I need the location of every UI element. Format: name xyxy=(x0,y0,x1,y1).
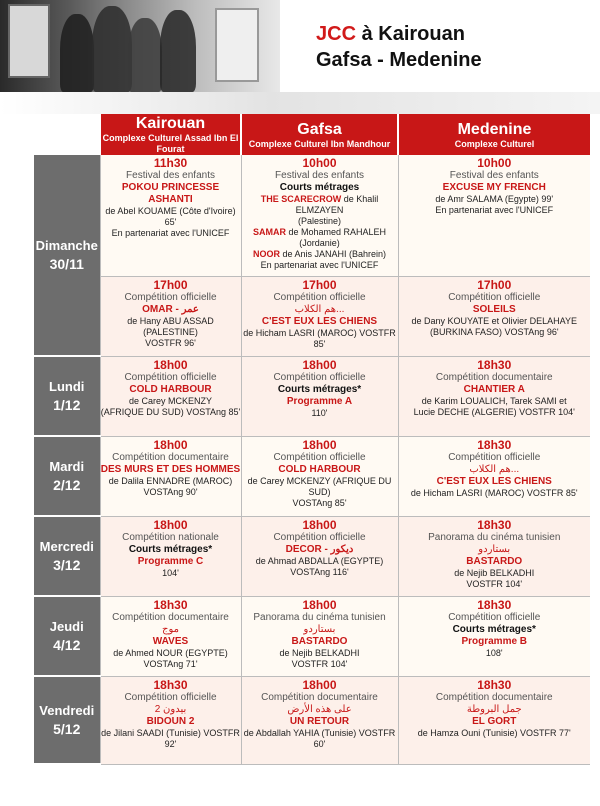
day-name: Dimanche xyxy=(35,238,98,253)
jcc-label: JCC xyxy=(316,23,357,45)
day-label xyxy=(34,516,100,596)
screening-info: de Ahmed NOUR (EGYPTE) xyxy=(113,647,228,658)
screening-category: Compétition officielle xyxy=(448,291,541,303)
day-label xyxy=(34,596,100,676)
film-title: BASTARDO xyxy=(466,555,523,567)
screening-info: de Ahmad ABDALLA (EGYPTE) xyxy=(255,555,384,566)
film-title: POKOU PRINCESSE ASHANTI xyxy=(121,182,220,205)
film-title: COLD HARBOUR xyxy=(129,383,212,395)
short-film-line xyxy=(242,194,398,216)
arabic-title: هم الكلاب... xyxy=(469,463,520,475)
header xyxy=(0,0,600,92)
day-row xyxy=(34,596,590,676)
screening-info: de Hany ABU ASSAD (PALESTINE) xyxy=(127,315,214,337)
screening-time: 17h00 xyxy=(153,277,188,292)
screening-cell xyxy=(398,356,590,436)
city-medenine: Medenine Complexe Culturel xyxy=(398,114,590,155)
screening-time: 18h00 xyxy=(302,437,337,452)
film-title: C'EST EUX LES CHIENS xyxy=(436,475,552,487)
screening-category: Compétition officielle xyxy=(448,611,541,623)
film-title: Programme C xyxy=(137,555,204,567)
screening-time: 18h00 xyxy=(153,437,188,452)
screening-info: (BURKINA FASO) VOSTAng 96' xyxy=(429,326,559,337)
program-label: Courts métrages* xyxy=(128,543,213,555)
arabic-title: هم الكلاب... xyxy=(294,303,345,315)
film-title: Programme B xyxy=(461,635,528,647)
program-label: Courts métrages* xyxy=(452,623,536,635)
day-row xyxy=(34,436,590,516)
screening-info: 108' xyxy=(485,647,503,658)
screening-time: 18h30 xyxy=(153,597,188,612)
screening-info: de Abdallah YAHIA (Tunisie) VOSTFR 60' xyxy=(243,727,396,749)
city-header-row xyxy=(34,114,590,155)
screening-time: 18h00 xyxy=(302,357,337,372)
arabic-title: موج xyxy=(162,623,179,635)
page-title xyxy=(316,22,586,46)
day-row xyxy=(34,276,590,356)
screening-info: de Hicham LASRI (MAROC) VOSTFR 85' xyxy=(410,487,578,498)
screening-time: 18h30 xyxy=(153,677,188,692)
short-film-director: de Khalil ELMZAYEN xyxy=(295,194,379,215)
screening-info: VOSTFR 104' xyxy=(291,658,348,669)
screening-info: (AFRIQUE DU SUD) VOSTAng 85' xyxy=(100,406,241,417)
film-title: DES MURS ET DES HOMMES xyxy=(100,463,241,475)
screening-cell xyxy=(100,596,241,676)
screening-cell xyxy=(398,676,590,764)
screening-info: VOSTFR 104' xyxy=(466,578,523,589)
day-date: 1/12 xyxy=(53,397,81,413)
screening-cell xyxy=(100,356,241,436)
screening-cell xyxy=(241,516,398,596)
program-label: Courts métrages xyxy=(279,182,360,193)
arabic-title: بيدون 2 xyxy=(154,703,187,715)
screening-cell xyxy=(241,676,398,764)
screening-time: 18h30 xyxy=(477,677,512,692)
day-name: Mardi xyxy=(49,459,85,474)
short-film-line xyxy=(242,249,398,260)
screening-cell xyxy=(241,276,398,356)
screening-category: Compétition officielle xyxy=(273,291,366,303)
screening-category: Compétition officielle xyxy=(273,531,366,543)
screening-info: VOSTFR 96' xyxy=(145,337,196,348)
day-label xyxy=(34,356,100,436)
screening-info: de Jilani SAADI (Tunisie) VOSTFR 92' xyxy=(101,727,240,749)
day-date: 30/11 xyxy=(49,256,84,272)
screening-info: de Abel KOUAME (Côte d'Ivoire) 65' xyxy=(105,206,236,227)
day-name: Mercredi xyxy=(39,539,94,554)
short-film-line xyxy=(242,227,398,249)
day-row xyxy=(34,356,590,436)
short-film-director: de Mohamed RAHALEH (Jordanie) xyxy=(285,227,387,248)
corner-cell xyxy=(34,114,100,155)
screening-time: 18h30 xyxy=(477,437,512,452)
screening-info: de Hicham LASRI (MAROC) VOSTFR 85' xyxy=(243,327,396,349)
title-block xyxy=(316,22,586,72)
day-date: 4/12 xyxy=(53,637,81,653)
screening-category: Compétition documentaire xyxy=(112,611,229,623)
day-label xyxy=(34,155,100,356)
screening-time: 18h30 xyxy=(477,597,512,612)
short-film-title: SAMAR xyxy=(252,227,286,237)
film-title: WAVES xyxy=(152,635,189,647)
film-title: OMAR - عمر xyxy=(142,303,199,315)
screening-info: de Dany KOUYATE et Olivier DELAHAYE xyxy=(411,315,578,326)
day-date: 2/12 xyxy=(53,477,81,493)
screening-category: Festival des enfants xyxy=(449,170,539,181)
film-title: COLD HARBOUR xyxy=(278,463,361,475)
screening-time: 18h30 xyxy=(477,357,512,372)
film-title: BIDOUN 2 xyxy=(146,715,195,727)
screening-cell xyxy=(398,596,590,676)
day-date: 5/12 xyxy=(53,721,81,737)
schedule-body xyxy=(34,155,590,764)
screening-time: 18h00 xyxy=(153,517,188,532)
schedule-table xyxy=(34,114,590,765)
screening-cell xyxy=(398,436,590,516)
day-row xyxy=(34,516,590,596)
day-date: 3/12 xyxy=(53,557,81,573)
screening-category: Compétition officielle xyxy=(273,371,366,383)
screening-category: Compétition officielle xyxy=(448,451,541,463)
arabic-title: بستاردو xyxy=(478,543,511,555)
city-kairouan: Kairouan Complexe Culturel Assad Ibn El Fourat xyxy=(100,114,241,155)
screening-category: Compétition officielle xyxy=(124,371,217,383)
screening-info: Lucie DECHE (ALGERIE) VOSTFR 104' xyxy=(413,406,575,417)
screening-cell xyxy=(241,596,398,676)
screening-info: VOSTAng 85' xyxy=(292,497,347,508)
day-label xyxy=(34,436,100,516)
screening-cell xyxy=(100,276,241,356)
day-row xyxy=(34,155,590,276)
screening-info: VOSTAng 71' xyxy=(143,658,198,669)
screening-category: Panorama du cinéma tunisien xyxy=(253,611,386,623)
day-row xyxy=(34,676,590,764)
screening-info: 104' xyxy=(162,567,179,578)
screening-category: Compétition documentaire xyxy=(261,691,378,703)
screening-category: Panorama du cinéma tunisien xyxy=(428,531,561,543)
screening-cell xyxy=(241,155,398,276)
screening-cell xyxy=(241,356,398,436)
screening-info: de Hamza Ouni (Tunisie) VOSTFR 77' xyxy=(417,727,571,738)
title-rest: à Kairouan xyxy=(356,23,465,45)
film-title: BASTARDO xyxy=(291,635,348,647)
screening-info: de Dalila ENNADRE (MAROC) xyxy=(108,475,233,486)
screening-cell xyxy=(241,436,398,516)
screening-cell xyxy=(398,276,590,356)
film-title: EL GORT xyxy=(472,715,517,727)
day-label xyxy=(34,676,100,764)
screening-time: 18h00 xyxy=(302,517,337,532)
screening-info: de Carey MCKENZY (AFRIQUE DU SUD) xyxy=(247,475,392,497)
screening-cell xyxy=(100,676,241,764)
screening-time: 18h00 xyxy=(153,357,188,372)
film-title: CHANTIER A xyxy=(463,383,525,395)
screening-category: Compétition officielle xyxy=(124,291,217,303)
day-name: Vendredi xyxy=(39,703,95,718)
screening-category: Compétition documentaire xyxy=(435,371,553,383)
short-film-country: (Palestine) xyxy=(297,216,342,226)
screening-time: 18h00 xyxy=(302,597,337,612)
short-film-title: THE SCARECROW xyxy=(260,194,342,204)
city-gafsa: Gafsa Complexe Culturel Ibn Mandhour xyxy=(241,114,398,155)
screening-category: Compétition nationale xyxy=(122,531,219,543)
screening-cell xyxy=(100,436,241,516)
film-title: EXCUSE MY FRENCH xyxy=(442,182,546,193)
screening-info: de Karim LOUALICH, Tarek SAMI et xyxy=(421,395,567,406)
screening-category: Festival des enfants xyxy=(126,170,215,181)
program-label: Courts métrages* xyxy=(277,383,362,395)
screening-info: de Nejib BELKADHI xyxy=(454,567,535,578)
screening-info: de Carey MCKENZY xyxy=(128,395,213,406)
screening-info: VOSTAng 116' xyxy=(290,566,349,577)
screening-info: VOSTAng 90' xyxy=(143,486,198,497)
screening-time: 10h00 xyxy=(302,156,337,170)
screening-category: Compétition officielle xyxy=(273,451,366,463)
screening-time: 10h00 xyxy=(477,156,512,170)
screening-info: 110' xyxy=(311,407,328,418)
header-photo xyxy=(0,0,280,92)
screening-info: En partenariat avec l'UNICEF xyxy=(111,228,230,238)
short-film-title: NOOR xyxy=(252,249,280,259)
screening-category: Compétition officielle xyxy=(124,691,217,703)
screening-cell xyxy=(100,155,241,276)
film-title: UN RETOUR xyxy=(289,715,350,727)
screening-cell xyxy=(100,516,241,596)
screening-time: 18h30 xyxy=(477,517,512,532)
page-subtitle: Gafsa - Medenine xyxy=(316,49,482,71)
screening-info: de Nejib BELKADHI xyxy=(279,647,360,658)
arabic-title: بستاردو xyxy=(303,623,336,635)
partner-note: En partenariat avec l'UNICEF xyxy=(260,260,379,270)
screening-time: 17h00 xyxy=(477,277,512,292)
screening-info: de Amr SALAMA (Egypte) 99' xyxy=(435,194,554,204)
screening-cell xyxy=(398,155,590,276)
film-title: C'EST EUX LES CHIENS xyxy=(261,315,378,327)
day-name: Lundi xyxy=(49,379,85,394)
screening-category: Compétition documentaire xyxy=(435,691,553,703)
screening-time: 11h30 xyxy=(153,156,188,170)
screening-category: Festival des enfants xyxy=(275,170,364,181)
film-title: SOLEILS xyxy=(472,303,516,315)
film-title: DECOR - ديكور xyxy=(285,543,354,555)
screening-cell xyxy=(398,516,590,596)
arabic-title: جمل البروطة xyxy=(466,703,522,715)
short-film-director: de Anis JANAHI (Bahrein) xyxy=(279,249,387,259)
screening-info: En partenariat avec l'UNICEF xyxy=(435,205,554,215)
screening-category: Compétition documentaire xyxy=(112,451,229,463)
arabic-title: على هذه الأرض xyxy=(287,703,352,715)
film-title: Programme A xyxy=(286,395,353,407)
header-separator xyxy=(0,92,600,114)
screening-time: 18h00 xyxy=(302,677,337,692)
day-name: Jeudi xyxy=(49,619,84,634)
screening-time: 17h00 xyxy=(302,277,337,292)
